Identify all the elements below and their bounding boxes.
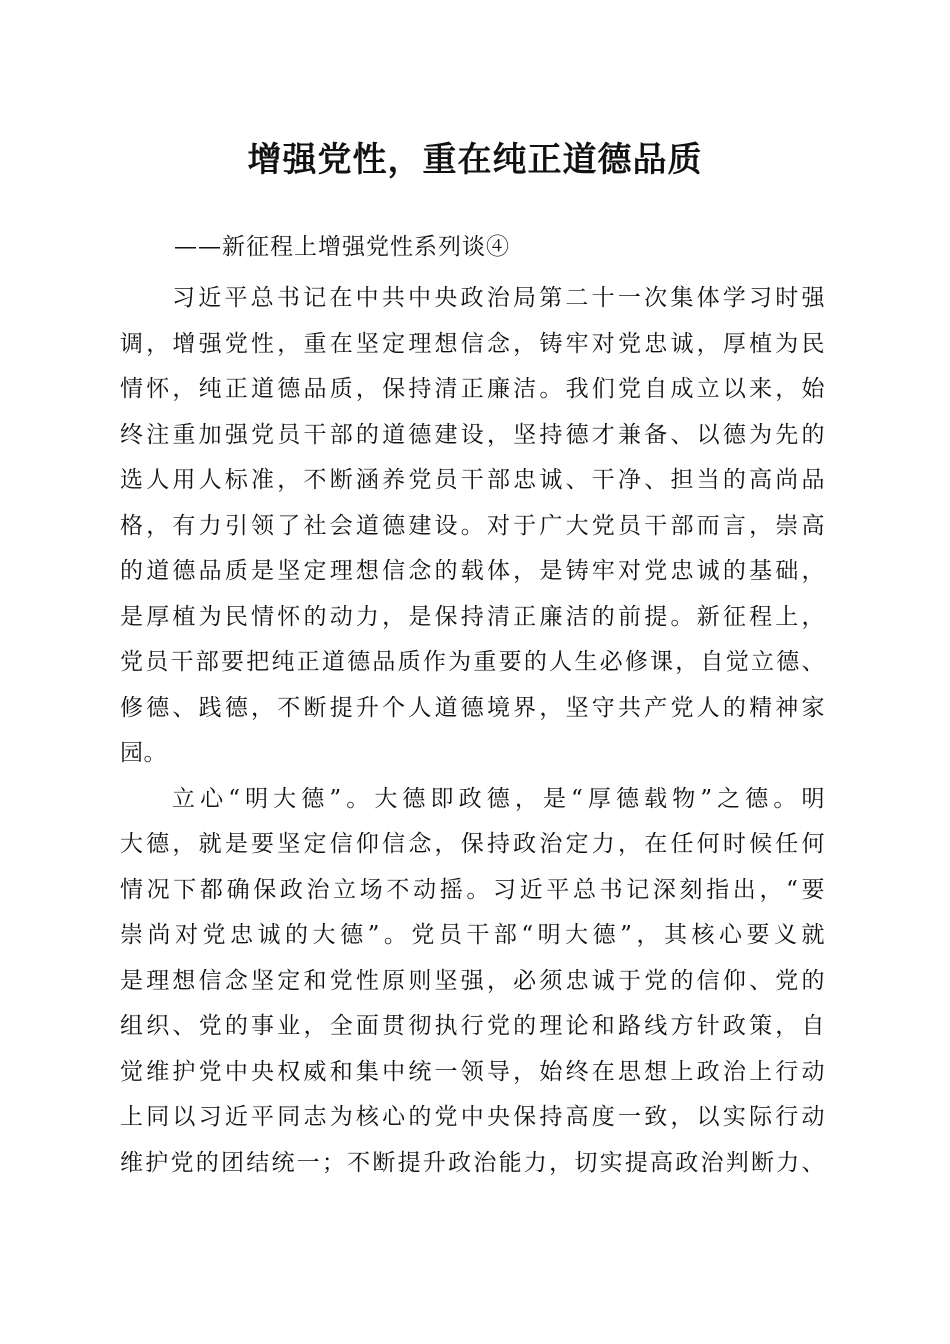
text-line: 是厚植为民情怀的动力，是保持清正廉洁的前提。新征程上， <box>120 603 825 630</box>
text-line: 情况下都确保政治立场不动摇。习近平总书记深刻指出，“要 <box>120 876 825 903</box>
text-line: 调，增强党性，重在坚定理想信念，铸牢对党忠诚，厚植为民 <box>120 330 825 357</box>
text-line: 觉维护党中央权威和集中统一领导，始终在思想上政治上行动 <box>120 1058 825 1085</box>
text-line: 终注重加强党员干部的道德建设，坚持德才兼备、以德为先的 <box>120 421 825 448</box>
text-line: 上同以习近平同志为核心的党中央保持高度一致，以实际行动 <box>120 1104 825 1130</box>
text-line: 党员干部要把纯正道德品质作为重要的人生必修课，自觉立德、 <box>120 649 825 675</box>
text-line: 崇尚对党忠诚的大德”。党员干部“明大德”，其核心要义就 <box>120 922 825 948</box>
text-line: 组织、党的事业，全面贯彻执行党的理论和路线方针政策，自 <box>120 1013 825 1039</box>
text-line: 立心“明大德”。大德即政德，是“厚德载物”之德。明 <box>172 785 825 812</box>
text-line: 大德，就是要坚定信仰信念，保持政治定力，在任何时候任何 <box>120 831 825 857</box>
paragraph-1 <box>120 276 825 777</box>
text-line: 选人用人标准，不断涵养党员干部忠诚、干净、担当的高尚品 <box>120 467 825 493</box>
text-line: 园。 <box>120 740 167 766</box>
text-line: 维护党的团结统一；不断提升政治能力，切实提高政治判断力、 <box>120 1149 825 1176</box>
paragraph-2 <box>120 777 825 1187</box>
document-body <box>120 276 825 1186</box>
document-subtitle: ——新征程上增强党性系列谈④ <box>174 234 510 260</box>
text-line: 情怀，纯正道德品质，保持清正廉洁。我们党自成立以来，始 <box>120 376 825 402</box>
document-title: 增强党性，重在纯正道德品质 <box>247 140 703 180</box>
text-line: 是理想信念坚定和党性原则坚强，必须忠诚于党的信仰、党的 <box>120 967 825 994</box>
text-line: 修德、践德，不断提升个人道德境界，坚守共产党人的精神家 <box>120 694 825 721</box>
text-line: 习近平总书记在中共中央政治局第二十一次集体学习时强 <box>172 285 825 311</box>
text-line: 格，有力引领了社会道德建设。对于广大党员干部而言，崇高 <box>120 512 825 539</box>
text-line: 的道德品质是坚定理想信念的载体，是铸牢对党忠诚的基础， <box>120 558 825 584</box>
